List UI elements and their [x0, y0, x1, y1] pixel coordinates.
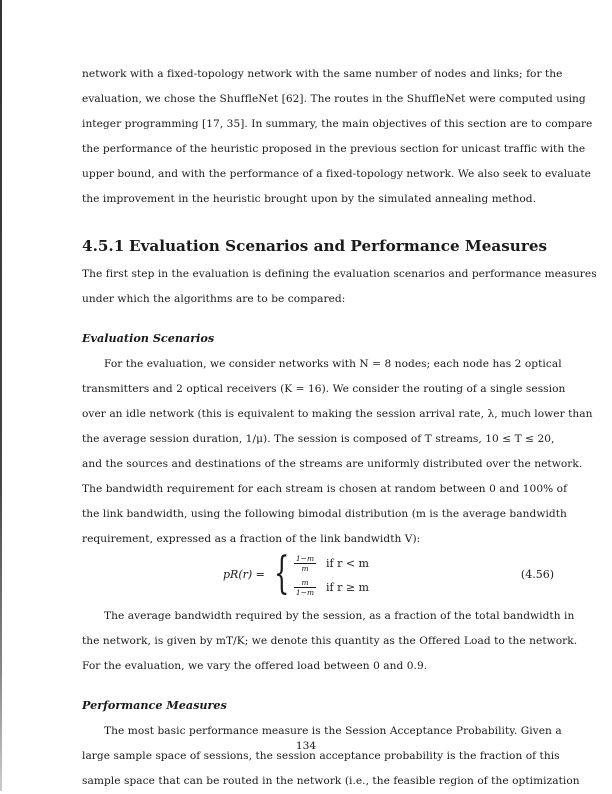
section-title: Evaluation Scenarios and Performance Measures [129, 237, 548, 255]
document-page [82, 62, 597, 794]
text-line: the performance of the heuristic proposed in the previous section for unicast traffic with the [82, 143, 586, 155]
text-line: integer programming [17, 35]. In summary, the main objectives of this section are to compare [82, 118, 593, 130]
section-heading [82, 230, 554, 262]
text-line: sample space that can be routed in the network (i.e., the feasible region of the optimization [82, 775, 580, 787]
left-brace: { [274, 548, 290, 599]
intro-paragraph [82, 62, 593, 212]
fraction: $\frac{m}{1-m}$ [295, 578, 315, 597]
condition: if r ≥ m [326, 580, 369, 594]
subsection-heading-performance-measures: Performance Measures [82, 698, 227, 712]
text-line: network with a fixed-topology network with the same number of nodes and links; for the [82, 68, 563, 80]
text-line: large sample space of sessions, the session acceptance probability is the fraction of this [82, 750, 560, 762]
text-line: under which the algorithms are to be compared: [82, 293, 346, 305]
scan-edge-shadow [0, 0, 2, 791]
section-intro-paragraph [82, 262, 597, 312]
text-line: The first step in the evaluation is defining the evaluation scenarios and performance measures [82, 268, 597, 280]
equation-case-1 [294, 554, 369, 573]
text-line: For the evaluation, we vary the offered load between 0 and 0.9. [82, 660, 428, 672]
text-line: The average bandwidth required by the session, as a fraction of the total bandwidth in [104, 610, 575, 622]
condition: if r < m [326, 556, 369, 570]
equation-case-2 [294, 578, 369, 597]
equation-number: (4.56) [520, 568, 554, 581]
offered-load-paragraph [82, 604, 578, 679]
text-line: over an idle network (this is equivalent to making the session arrival rate, λ, much lower than [82, 408, 593, 420]
text-line: evaluation, we chose the ShuffleNet [62]. The routes in the ShuffleNet were computed using [82, 93, 586, 105]
text-line: upper bound, and with the performance of a fixed-topology network. We also seek to evaluate [82, 168, 592, 180]
text-line: requirement, expressed as a fraction of the link bandwidth V): [82, 533, 421, 545]
text-line: the average session duration, 1/μ). The session is composed of T streams, 10 ≤ T ≤ 20, [82, 433, 555, 445]
text-line: transmitters and 2 optical receivers (K = 16). We consider the routing of a single session [82, 383, 566, 395]
section-number: 4.5.1 [82, 237, 125, 255]
text-line: the network, is given by mT/K; we denote this quantity as the Offered Load to the network. [82, 635, 578, 647]
text-line: and the sources and destinations of the streams are uniformly distributed over the network. [82, 458, 583, 470]
evaluation-scenarios-paragraph [82, 352, 593, 552]
text-line: The most basic performance measure is the Session Acceptance Probability. Given a [104, 725, 562, 737]
subsection-heading-evaluation-scenarios: Evaluation Scenarios [82, 331, 215, 345]
performance-measures-paragraph [82, 719, 580, 794]
text-line: For the evaluation, we consider networks with N = 8 nodes; each node has 2 optical [104, 358, 562, 370]
text-line: the improvement in the heuristic brought upon by the simulated annealing method. [82, 193, 537, 205]
page-number: 134 [295, 740, 317, 752]
equation-lhs: pR(r) = [223, 568, 265, 581]
equation-4-56 [82, 548, 554, 604]
fraction: $\frac{1-m}{m}$ [295, 554, 315, 573]
text-line: The bandwidth requirement for each stream is chosen at random between 0 and 100% of [82, 483, 568, 495]
text-line: the link bandwidth, using the following bimodal distribution (m is the average bandwidth [82, 508, 567, 520]
